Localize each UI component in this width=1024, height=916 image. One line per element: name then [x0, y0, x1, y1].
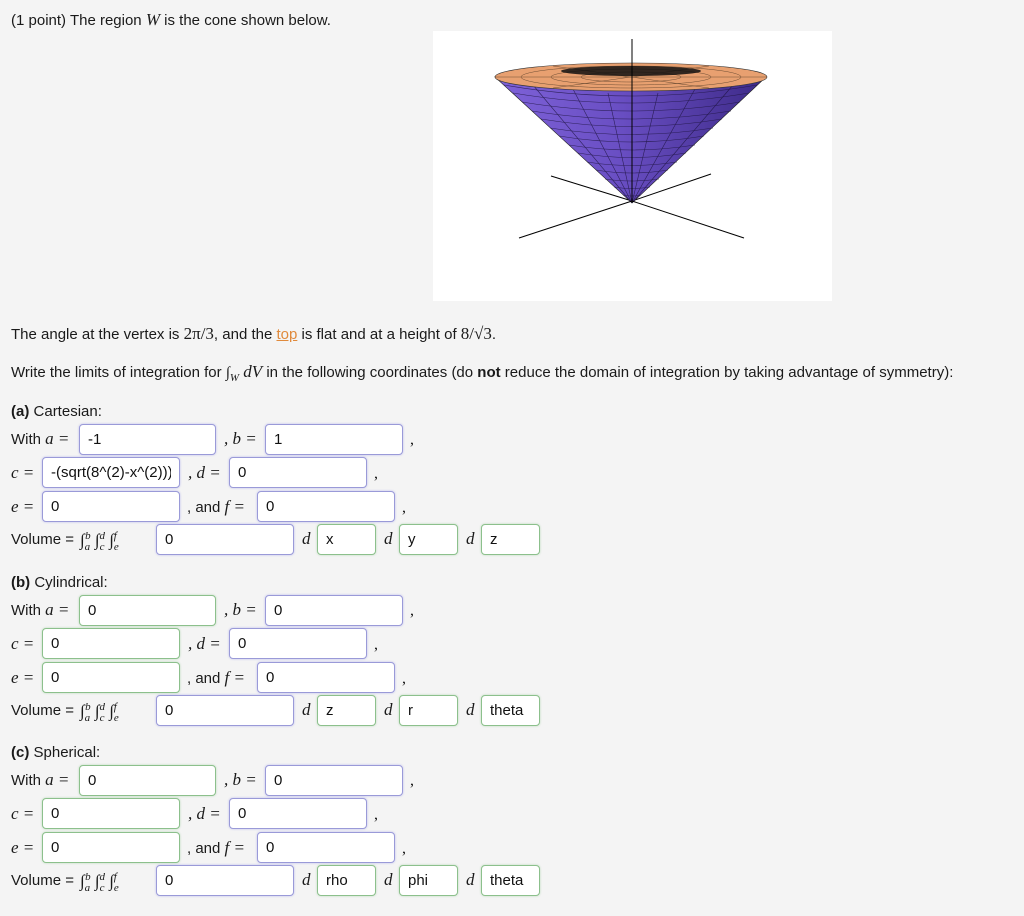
- and-f-label: [187, 838, 245, 859]
- limit-e-input[interactable]: [42, 662, 180, 693]
- comma: ,: [374, 465, 378, 482]
- limit-b-input[interactable]: [265, 595, 403, 626]
- differential-2-input[interactable]: [399, 865, 458, 896]
- intro-text: The region: [69, 12, 142, 29]
- section-title: Cylindrical:: [34, 574, 108, 591]
- integrand-input[interactable]: [156, 524, 294, 555]
- section-title-cartesian: [11, 402, 102, 422]
- d-eq-label: , d =: [188, 463, 221, 482]
- limit-a-input[interactable]: [79, 765, 216, 796]
- limit-b-input[interactable]: [265, 765, 403, 796]
- differential-1-input[interactable]: [317, 524, 376, 555]
- instr-text-1: Write the limits of integration for: [11, 364, 222, 381]
- vertex-angle-text: [11, 324, 496, 345]
- desc-text-2: , and the: [213, 326, 273, 343]
- differential-1-input[interactable]: [317, 695, 376, 726]
- instr-text-3: reduce the domain of integration by taking advantage of symmetry):: [504, 364, 954, 381]
- differential-3-input[interactable]: [481, 524, 540, 555]
- triple-integral: $\int_a^b$ $\int_c^d$ $\int_e^f$: [80, 530, 119, 554]
- with-label: With: [11, 772, 41, 789]
- d-label-1: d: [302, 700, 311, 719]
- d-label-2: d: [384, 700, 393, 719]
- with-a-label: [11, 770, 69, 791]
- integrand-input[interactable]: [156, 865, 294, 896]
- comma: ,: [374, 636, 378, 653]
- volume-label: Volume =: [11, 531, 74, 548]
- comma: ,: [410, 772, 414, 789]
- cone-figure: [433, 31, 832, 301]
- with-a-label: [11, 429, 69, 450]
- e-eq-label: e =: [11, 668, 35, 687]
- volume-label: Volume =: [11, 702, 74, 719]
- axis-x-front: [519, 201, 632, 238]
- b-eq-label: , b =: [224, 770, 257, 789]
- instructions-text: [11, 362, 953, 388]
- differential-3-input[interactable]: [481, 865, 540, 896]
- limit-b-input[interactable]: [265, 424, 403, 455]
- integral-subscript: W: [229, 372, 240, 384]
- desc-text-3: is flat and at a height of: [301, 326, 457, 343]
- c-eq-label: c =: [11, 634, 35, 653]
- cone-plot: [433, 31, 832, 301]
- vertex-angle-value: 2π/3: [183, 324, 214, 343]
- d-label-3: d: [466, 700, 475, 719]
- section-letter: (b): [11, 574, 31, 591]
- a-eq-label: a =: [45, 600, 70, 619]
- f-eq-label: f =: [224, 668, 245, 687]
- e-eq-label: e =: [11, 497, 35, 516]
- and-f-label: [187, 497, 245, 518]
- limit-c-input[interactable]: [42, 457, 180, 488]
- desc-text-1: The angle at the vertex is: [11, 326, 180, 343]
- limit-a-input[interactable]: [79, 424, 216, 455]
- volume-label: Volume =: [11, 872, 74, 889]
- with-a-label: [11, 600, 69, 621]
- e-eq-label: e =: [11, 838, 35, 857]
- limit-d-input[interactable]: [229, 457, 367, 488]
- dv-symbol: dV: [243, 362, 263, 381]
- b-eq-label: , b =: [224, 600, 257, 619]
- limit-e-input[interactable]: [42, 832, 180, 863]
- limit-f-input[interactable]: [257, 662, 395, 693]
- points-label: (1 point): [11, 12, 67, 29]
- a-eq-label: a =: [45, 770, 70, 789]
- d-label-3: d: [466, 870, 475, 889]
- section-letter: (a): [11, 403, 30, 420]
- section-title: Spherical:: [33, 744, 101, 761]
- integral-symbol: [225, 365, 240, 384]
- intro-end-text: is the cone shown below.: [164, 12, 331, 29]
- comma: ,: [410, 431, 414, 448]
- comma: ,: [402, 670, 406, 687]
- and-f-label: [187, 668, 245, 689]
- triple-integral: $\int_a^b$ $\int_c^d$ $\int_e^f$: [80, 701, 119, 725]
- top-link[interactable]: top: [276, 326, 298, 343]
- axis-y-front: [632, 201, 744, 238]
- limit-a-input[interactable]: [79, 595, 216, 626]
- section-title-spherical: [11, 743, 100, 763]
- and-label: , and: [187, 840, 221, 857]
- comma: ,: [410, 602, 414, 619]
- d-label-1: d: [302, 529, 311, 548]
- limit-c-input[interactable]: [42, 628, 180, 659]
- d-eq-label: , d =: [188, 804, 221, 823]
- limit-f-input[interactable]: [257, 832, 395, 863]
- f-eq-label: f =: [224, 838, 245, 857]
- region-variable: W: [145, 10, 160, 29]
- limit-d-input[interactable]: [229, 798, 367, 829]
- differential-3-input[interactable]: [481, 695, 540, 726]
- section-title-cylindrical: [11, 573, 108, 593]
- and-label: , and: [187, 670, 221, 687]
- instr-text-2: in the following coordinates (do: [266, 364, 474, 381]
- with-label: With: [11, 602, 41, 619]
- desc-period: .: [491, 326, 497, 343]
- instr-bold-not: not: [477, 364, 501, 381]
- limit-f-input[interactable]: [257, 491, 395, 522]
- d-label-2: d: [384, 870, 393, 889]
- comma: ,: [402, 840, 406, 857]
- d-label-3: d: [466, 529, 475, 548]
- with-label: With: [11, 431, 41, 448]
- limit-c-input[interactable]: [42, 798, 180, 829]
- d-label-1: d: [302, 870, 311, 889]
- a-eq-label: a =: [45, 429, 70, 448]
- triple-integral: $\int_a^b$ $\int_c^d$ $\int_e^f$: [80, 871, 119, 895]
- section-title: Cartesian:: [33, 403, 102, 420]
- limit-d-input[interactable]: [229, 628, 367, 659]
- c-eq-label: c =: [11, 463, 35, 482]
- c-eq-label: c =: [11, 804, 35, 823]
- comma: ,: [402, 499, 406, 516]
- d-eq-label: , d =: [188, 634, 221, 653]
- differential-2-input[interactable]: [399, 524, 458, 555]
- b-eq-label: , b =: [224, 429, 257, 448]
- and-label: , and: [187, 499, 221, 516]
- comma: ,: [374, 806, 378, 823]
- differential-2-input[interactable]: [399, 695, 458, 726]
- height-value: 8/√3: [460, 324, 492, 343]
- limit-e-input[interactable]: [42, 491, 180, 522]
- integrand-input[interactable]: [156, 695, 294, 726]
- f-eq-label: f =: [224, 497, 245, 516]
- differential-1-input[interactable]: [317, 865, 376, 896]
- d-label-2: d: [384, 529, 393, 548]
- integral-sign: ∫: [225, 365, 230, 381]
- problem-header: [11, 10, 331, 31]
- section-letter: (c): [11, 744, 30, 761]
